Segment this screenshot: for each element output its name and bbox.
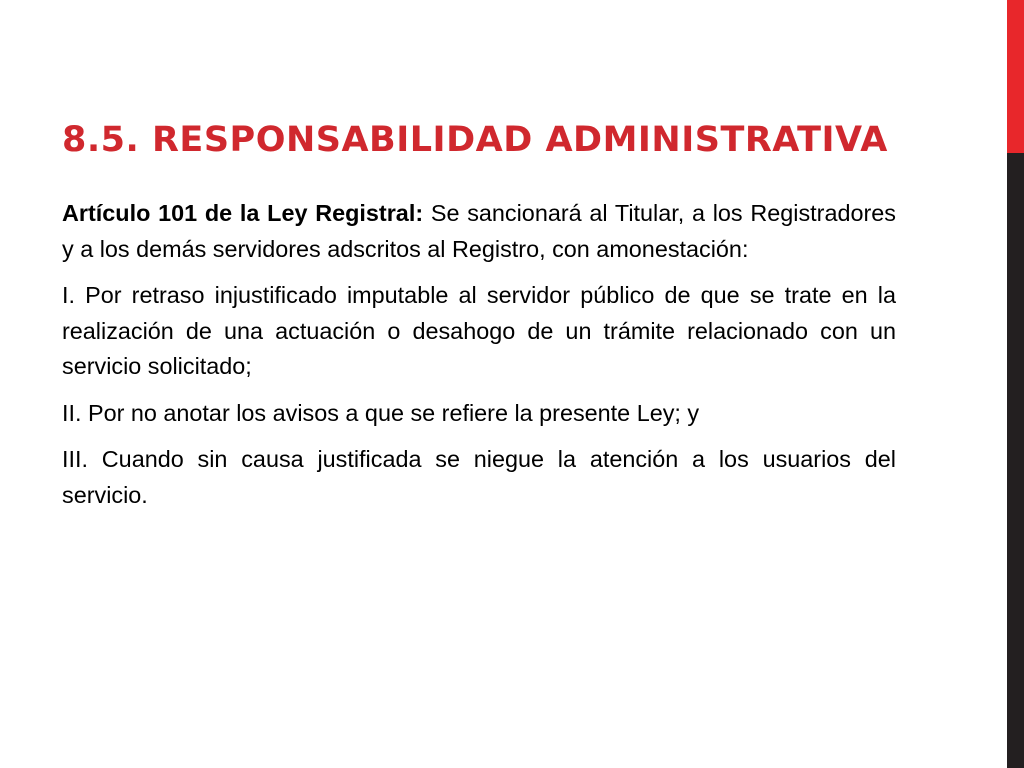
list-item: III. Cuando sin causa justificada se niegue la atención a los usuarios del servicio. [62,446,896,508]
accent-bar-dark [1007,153,1024,768]
slide-body [62,196,896,524]
intro-lead: Artículo 101 de la Ley Registral: [62,200,424,226]
intro-paragraph [62,196,896,267]
list-item: I. Por retraso injustificado imputable al servidor público de que se trate en la realización de una actuación o desahogo de un trámite relacionado con un servicio solicitado; [62,282,896,379]
intro-text: Se sancionará al Titular, a los Registradores y a los demás servidores adscritos al Registro, con amonestación: [62,200,896,262]
list-item: II. Por no anotar los avisos a que se refiere la presente Ley; y [62,399,700,426]
accent-bar-red [1007,0,1024,153]
slide-title: 8.5. RESPONSABILIDAD ADMINISTRATIVA [62,120,888,160]
